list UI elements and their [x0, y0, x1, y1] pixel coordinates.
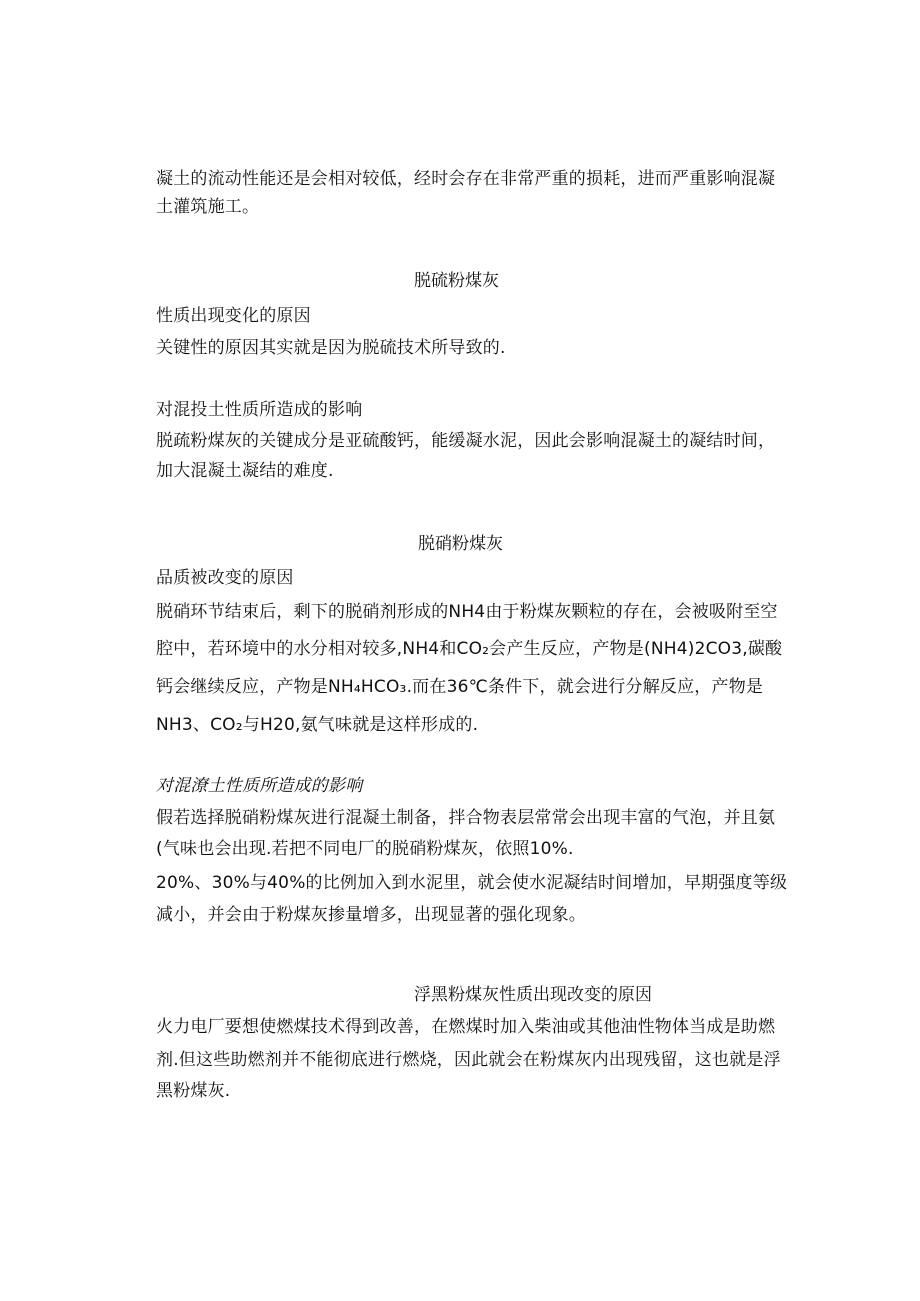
paragraph-line: 20%、30%与40%的比例加入到水泥里，就会使水泥凝结时间增加，早期强度等级	[156, 873, 788, 893]
paragraph-line: 假若选择脱硝粉煤灰进行混凝土制备，拌合物表层常常会出现丰富的气泡，并且氨	[156, 808, 776, 828]
paragraph-line: 钙会继续反应，产物是NH₄HCO₃.而在36℃条件下，就会进行分解反应，产物是	[156, 677, 764, 697]
paragraph-line: 黑粉煤灰.	[156, 1081, 231, 1101]
paragraph-line: NH3、CO₂与H20,氨气味就是这样形成的.	[156, 715, 479, 735]
paragraph-line: 加大混凝土凝结的难度.	[156, 461, 334, 481]
subheading-effect-on-concrete: 对混投土性质所造成的影响	[156, 400, 363, 420]
paragraph-line: 火力电厂要想使燃煤技术得到改善，在燃煤时加入柴油或其他油性物体当成是助燃	[156, 1017, 776, 1037]
subheading-property-change-cause: 性质出现变化的原因	[156, 306, 311, 326]
subheading-quality-change-cause: 品质被改变的原因	[156, 568, 294, 588]
section-title-denitrification: 脱硝粉煤灰	[418, 534, 503, 554]
paragraph-line: 脱硝环节结束后，剩下的脱硝剂形成的NH4由于粉煤灰颗粒的存在，会被吸附至空	[156, 602, 778, 622]
paragraph-line: 关键性的原因其实就是因为脱硫技术所导致的.	[156, 338, 506, 358]
section-title-black-fly-ash: 浮黑粉煤灰性质出现改变的原因	[414, 985, 652, 1005]
intro-text-line-1: 凝土的流动性能还是会相对较低，经时会存在非常严重的损耗，进而严重影响混凝	[156, 169, 776, 189]
paragraph-line: 减小，并会由于粉煤灰掺量增多，出现显著的强化现象。	[156, 905, 586, 925]
paragraph-line: 脱疏粉煤灰的关键成分是亚硫酸钙，能缓凝水泥，因此会影响混凝土的凝结时间，	[156, 431, 776, 451]
paragraph-line: 剂.但这些助燃剂并不能彻底进行燃烧，因此就会在粉煤灰内出现残留，这也就是浮	[156, 1050, 781, 1070]
intro-text-line-2: 土灌筑施工。	[156, 197, 260, 217]
paragraph-line: (气味也会出现.若把不同电厂的脱硝粉煤灰，依照10%.	[156, 839, 574, 859]
paragraph-line: 腔中，若环境中的水分相对较多,NH4和CO₂会产生反应，产物是(NH4)2CO3,碳酸	[156, 639, 783, 659]
subheading-effect-on-concrete-italic: 对混潦土性质所造成的影响	[156, 776, 363, 796]
section-title-desulfurization: 脱硫粉煤灰	[414, 271, 499, 291]
